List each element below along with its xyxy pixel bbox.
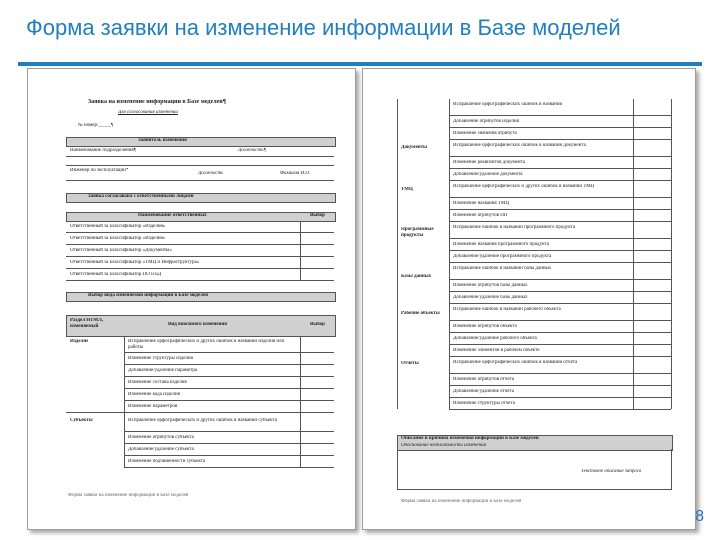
top-item: Изменение значения атрибута	[453, 131, 517, 136]
group-item: Изменение названия ТМЦ	[453, 201, 509, 206]
right-footer: Форма заявки на изменение информации в Базе моделей	[401, 499, 522, 504]
top-item: Исправление орфографических ошибок в названии	[453, 102, 563, 107]
requester-label: Наименование подразделения¶	[70, 148, 136, 153]
table-right-border	[671, 99, 672, 409]
signature-line: Текстовое описание запроса	[581, 469, 642, 474]
group-item: Изменение реквизитов документа	[453, 160, 526, 165]
product-item: Исправление орфографических и других ошибок в названии изделия или работы	[128, 339, 285, 350]
product-item: Добавление/удаление параметра	[128, 368, 198, 373]
column-divider	[633, 99, 634, 409]
responsible-select-header: Выбор	[310, 213, 325, 218]
left-footer: Форма заявки на изменение информации в Базе моделей	[68, 493, 189, 498]
product-item: Изменение структуры изделия	[128, 356, 193, 361]
column-divider	[300, 221, 301, 280]
responsible-section-title: Заявка согласована с ответственными лицами	[88, 194, 194, 199]
group-item: Исправление орфографических и других ошибок в названии ТМЦ	[453, 184, 595, 189]
responsible-item: Ответственный за классификатор «Изделия»	[70, 236, 166, 241]
notes-sub: Обоснование необходимости изменения	[401, 443, 486, 448]
notes-section-title: Описание и причина изменения информации в Базе моделей	[401, 436, 539, 441]
top-item: Добавление атрибутов изделия	[453, 119, 519, 124]
blank-row	[66, 157, 334, 166]
group-item: Исправление орфографических ошибок в названии отчета	[453, 360, 578, 365]
group-item: Изменение названия программного продукта	[453, 242, 549, 247]
product-item: Изменение кода изделия	[128, 392, 180, 397]
group-item: Добавление/удаление базы данных	[453, 295, 528, 300]
engineer-label: Инженер по эксплуатации*	[70, 168, 129, 173]
group-products: Изделие	[70, 339, 89, 344]
group-entities: Субъекты	[70, 418, 93, 423]
col-change-header: Вид вносимого изменения	[168, 322, 227, 327]
group-name: Рабочие объекты	[401, 311, 440, 316]
name-label: Фамилия И.О.	[280, 171, 311, 176]
group-item: Добавление/удаление отчета	[453, 389, 514, 394]
slide-page-number: 8	[695, 508, 704, 525]
table-left-border	[397, 99, 398, 409]
group-divider	[66, 412, 334, 413]
responsible-item: Ответственный за классификатор «Изделия»	[70, 224, 166, 229]
form-page-left	[27, 68, 356, 530]
position-label: Должность	[198, 171, 224, 176]
group-item: Исправление орфографических ошибок в названии документа	[453, 143, 586, 148]
responsible-item: Ответственный за классификатор «ТМЦ и Инфраструктура»	[70, 260, 200, 265]
responsible-item: Ответственный за классификатор «Документы»	[70, 248, 172, 253]
product-item: Изменение параметров	[128, 404, 178, 409]
group-item: Добавление/удаление рабочего объекта	[453, 336, 537, 341]
group-name: Документы	[401, 145, 428, 150]
column-divider	[124, 336, 125, 467]
group-name: Базы данных	[401, 274, 432, 279]
responsible-item: Ответственный за классификатор ПО и БД	[70, 272, 162, 277]
entity-item: Изменение атрибутов субъекта	[128, 435, 194, 440]
form-subheading: Для согласования изменений	[118, 110, 178, 115]
responsible-names-header: Наименование ответственных	[138, 213, 207, 218]
slide-title: Форма заявки на изменение информации в Базе моделей	[26, 15, 621, 40]
notes-border	[671, 449, 672, 489]
group-item: Изменение структуры отчета	[453, 401, 515, 406]
notes-border	[397, 449, 398, 489]
requester-role: Должность¶	[238, 148, 267, 153]
group-item: Добавление/удаление программного продукта	[453, 254, 552, 259]
col-type-header: Раздел НТМЛ, изменяемый	[70, 318, 104, 329]
form-heading: Заявка на изменение информации в Базе моделей¶	[88, 99, 226, 105]
requester-section-title: Заявитель изменения	[138, 138, 187, 143]
group-item: Изменение атрибутов ПП	[453, 213, 508, 218]
group-name: ТМЦ	[401, 187, 413, 192]
group-name: Отчеты	[401, 361, 419, 366]
form-page-right	[362, 68, 696, 530]
product-item: Изменение состава изделия	[128, 380, 187, 385]
notes-border	[397, 489, 672, 490]
column-divider	[449, 99, 450, 409]
entity-item: Добавление/удаление субъекта	[128, 447, 194, 452]
title-underline	[18, 62, 702, 66]
column-divider	[300, 336, 301, 467]
entity-item: Изменение подчиненности субъекта	[128, 459, 206, 464]
col-select-header: Выбор	[310, 322, 325, 327]
group-item: Исправление ошибок в названии рабочего объекта	[453, 307, 561, 312]
group-name: Программные продукты	[401, 227, 434, 238]
group-item: Изменение атрибутов базы данных	[453, 283, 528, 288]
group-item: Изменение атрибутов объекта	[453, 324, 517, 329]
request-number: № номер:_____¶	[78, 123, 114, 128]
group-item: Исправление ошибок в названии базы данных	[453, 266, 552, 271]
entity-item: Исправление орфографических и других ошибок в названии субъекта	[128, 418, 277, 423]
types-section-title: Выбор вида изменяемой информации в Базе моделей	[88, 293, 209, 298]
group-item: Изменение атрибутов отчета	[453, 377, 515, 382]
group-item: Добавление/удаление документа	[453, 172, 523, 177]
group-item: Изменение элементов в рабочем объекте	[453, 348, 540, 353]
group-item: Исправление ошибок в названии программного продукта	[453, 225, 576, 230]
